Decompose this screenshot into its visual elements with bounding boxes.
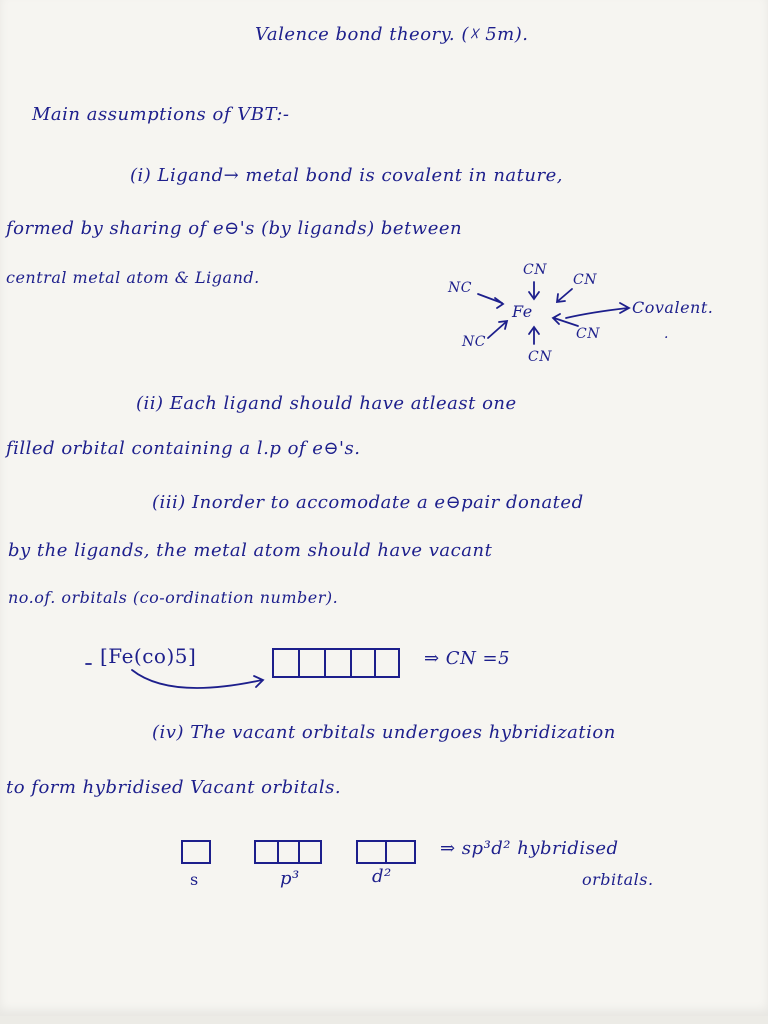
vacant-orbital-boxes-5 (272, 648, 400, 678)
p-label: p³ (280, 868, 300, 889)
coordination-number-result: ⇒ CN =5 (424, 648, 511, 669)
dot-mark: · (664, 330, 669, 346)
ligand-top: CN (523, 262, 547, 278)
ligand-left: NC (448, 280, 472, 296)
section-heading: Main assumptions of VBT:- (32, 104, 290, 125)
d-label: d² (372, 866, 392, 887)
p-orbital-boxes (254, 840, 322, 864)
ligand-bottom-left: NC (462, 334, 486, 350)
point-1-line-2: formed by sharing of e⊖'s (by ligands) between (6, 218, 463, 239)
d-orbital-boxes (356, 840, 416, 864)
s-label: s (190, 870, 199, 889)
hybridisation-result-line-2: orbitals. (582, 870, 654, 889)
ligand-bottom: CN (528, 349, 552, 365)
complex-formula: [Fe(co)5] (100, 644, 197, 668)
point-3-line-2: by the ligands, the metal atom should have vacant (8, 540, 493, 561)
point-3-line-1: (iii) Inorder to accomodate a e⊖pair donated (152, 492, 584, 513)
ligand-top-right: CN (573, 272, 597, 288)
covalent-note: Covalent. (632, 298, 714, 317)
hybridisation-result-line-1: ⇒ sp³d² hybridised (440, 838, 619, 859)
point-4-line-1: (iv) The vacant orbitals undergoes hybridization (152, 722, 616, 743)
point-3-line-3: no.of. orbitals (co-ordination number). (8, 588, 339, 607)
ligand-right: CN (576, 326, 600, 342)
point-2-line-1: (ii) Each ligand should have atleast one (136, 393, 517, 414)
point-1-line-3: central metal atom & Ligand. (6, 268, 260, 287)
s-orbital-box (181, 840, 211, 864)
point-1-line-1: (i) Ligand→ metal bond is covalent in nature, (130, 165, 563, 186)
point-2-line-2: filled orbital containing a l.p of e⊖'s. (6, 438, 361, 459)
page-title: Valence bond theory. (☓ 5m). (255, 24, 529, 45)
point-4-line-2: to form hybridised Vacant orbitals. (6, 777, 342, 798)
central-metal: Fe (512, 302, 533, 321)
